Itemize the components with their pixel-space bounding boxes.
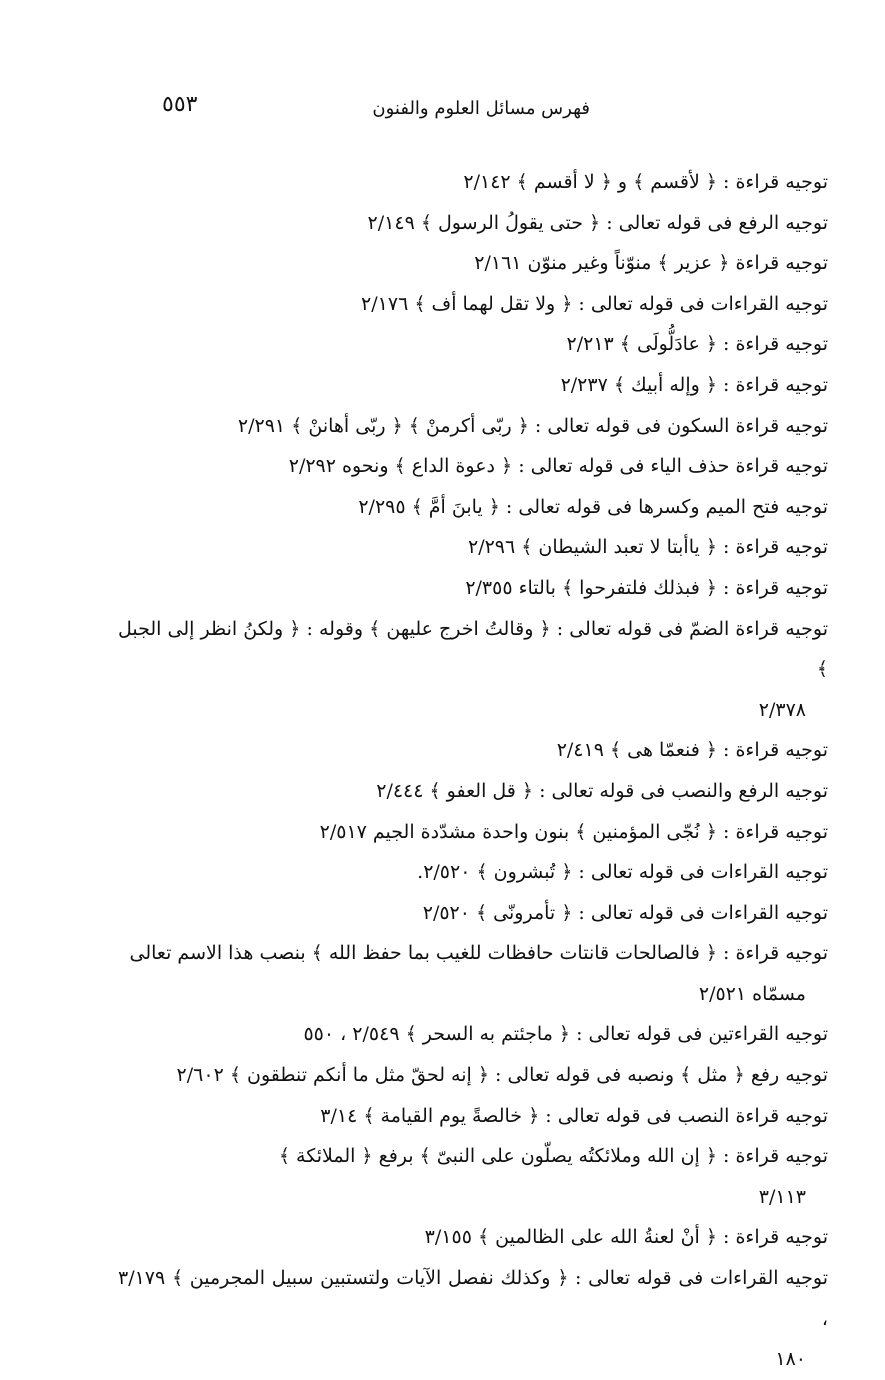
entry-text: توجيه قراءة ﴿ عزير ﴾ منوّناً وغير منوّن ٢/١٦١ [474, 252, 828, 275]
index-entry [118, 1217, 828, 1258]
entry-text: توجيه قراءة : ﴿ عادَلُّولَى ﴾ ٢/٢١٣ [566, 333, 828, 356]
index-entries [118, 162, 828, 1380]
entry-continuation: ١٨٠ [775, 1348, 806, 1371]
index-entry [118, 1055, 828, 1096]
entry-text: توجيه قراءة : ﴿ إن الله وملائكتُه يصلّون على النبىّ ﴾ برفع ﴿ الملائكة ﴾ [278, 1145, 828, 1168]
entry-text: توجيه رفع ﴿ مثل ﴾ ونصبه فى قوله تعالى : ﴿ إنه لحقّ مثل ما أنكم تنطقون ﴾ ٢/٦٠٢ [176, 1064, 828, 1087]
entry-text: توجيه قراءة : ﴿ لأقسم ﴾ و ﴿ لا أقسم ﴾ ٢/١٤٢ [463, 171, 828, 193]
entry-text: توجيه الرفع والنصب فى قوله تعالى : ﴿ قل العفو ﴾ ٢/٤٤٤ [376, 779, 828, 802]
index-entry [118, 812, 828, 853]
index-entry [118, 162, 828, 203]
entry-text: توجيه قراءة حذف الياء فى قوله تعالى : ﴿ دعوة الداع ﴾ ونحوه ٢/٢٩٢ [288, 455, 828, 478]
entry-text: توجيه فتح الميم وكسرها فى قوله تعالى : ﴿ يابنَ أمَّ ﴾ ٢/٢٩٥ [358, 495, 828, 518]
running-header-title: فهرس مسائل العلوم والفنون [372, 98, 590, 119]
entry-text: توجيه القراءات فى قوله تعالى : ﴿ وكذلك نفصل الآيات ولتستبين سبيل المجرمين ﴾ ٣/١٧٩ ، [118, 1267, 828, 1330]
entry-continuation: ٢/٣٧٨ [758, 698, 806, 721]
entry-text: توجيه قراءة السكون فى قوله تعالى : ﴿ ربّى أكرمنْ ﴾ ﴿ ربّى أهاننْ ﴾ ٢/٢٩١ [237, 414, 828, 437]
entry-text: توجيه قراءة : ﴿ ياأبتا لا تعبد الشيطان ﴾ ٢/٢٩٦ [467, 536, 828, 559]
entry-text: توجيه القراءات فى قوله تعالى : ﴿ ولا تقل لهما أف ﴾ ٢/١٧٦ [361, 292, 828, 315]
index-entry [118, 203, 828, 244]
index-entry [118, 446, 828, 487]
index-entry [118, 771, 828, 812]
index-entry [118, 1136, 828, 1217]
entry-text: توجيه القراءتين فى قوله تعالى : ﴿ ماجئتم به السحر ﴾ ٢/٥٤٩ ، ٥٥٠ [303, 1023, 828, 1046]
entry-text: توجيه قراءة : ﴿ نُجّى المؤمنين ﴾ بنون واحدة مشدّدة الجيم ٢/٥١٧ [319, 820, 828, 843]
entry-text: توجيه قراءة النصب فى قوله تعالى : ﴿ خالصةً يوم القيامة ﴾ ٣/١٤ [320, 1104, 828, 1127]
index-entry [118, 568, 828, 609]
index-entry [118, 527, 828, 568]
index-entry [118, 284, 828, 325]
index-entry [118, 1096, 828, 1137]
entry-text: توجيه القراءات فى قوله تعالى : ﴿ تُبشرون ﴾ ٢/٥٢٠. [417, 861, 828, 884]
entry-continuation: ٣/١١٣ [758, 1185, 806, 1208]
index-entry [118, 933, 828, 1014]
running-header [150, 92, 590, 126]
entry-text: توجيه القراءات فى قوله تعالى : ﴿ تأمرونّى ﴾ ٢/٥٢٠ [422, 901, 828, 924]
index-entry [118, 243, 828, 284]
index-entry [118, 406, 828, 447]
index-entry [118, 893, 828, 934]
index-entry [118, 487, 828, 528]
index-entry [118, 365, 828, 406]
entry-text: توجيه قراءة : ﴿ فبذلك فلتفرحوا ﴾ بالتاء ٢/٣٥٥ [465, 576, 828, 599]
entry-continuation: مسمّاه ٢/٥٢١ [698, 982, 806, 1005]
entry-text: توجيه الرفع فى قوله تعالى : ﴿ حتى يقولُ الرسول ﴾ ٢/١٤٩ [367, 211, 828, 234]
entry-text: توجيه قراءة الضمّ فى قوله تعالى : ﴿ وقالتُ اخرج عليهن ﴾ وقوله : ﴿ ولكنُ انظر إلى الجبل ﴾ [118, 617, 828, 681]
index-entry [118, 730, 828, 771]
entry-text: توجيه قراءة : ﴿ أنْ لعنةُ الله على الظالمين ﴾ ٣/١٥٥ [424, 1226, 828, 1249]
index-entry [118, 1258, 828, 1380]
index-entry [118, 324, 828, 365]
index-entry [118, 852, 828, 893]
entry-text: توجيه قراءة : ﴿ فنعمّا هى ﴾ ٢/٤١٩ [556, 739, 828, 762]
entry-text: توجيه قراءة : ﴿ وإله أبيك ﴾ ٢/٢٣٧ [560, 373, 828, 396]
entry-text: توجيه قراءة : ﴿ فالصالحات قانتات حافظات للغيب بما حفظ الله ﴾ بنصب هذا الاسم تعالى [129, 942, 828, 965]
index-entry [118, 1014, 828, 1055]
index-entry [118, 609, 828, 731]
page-number: ٥٥٣ [162, 92, 198, 117]
